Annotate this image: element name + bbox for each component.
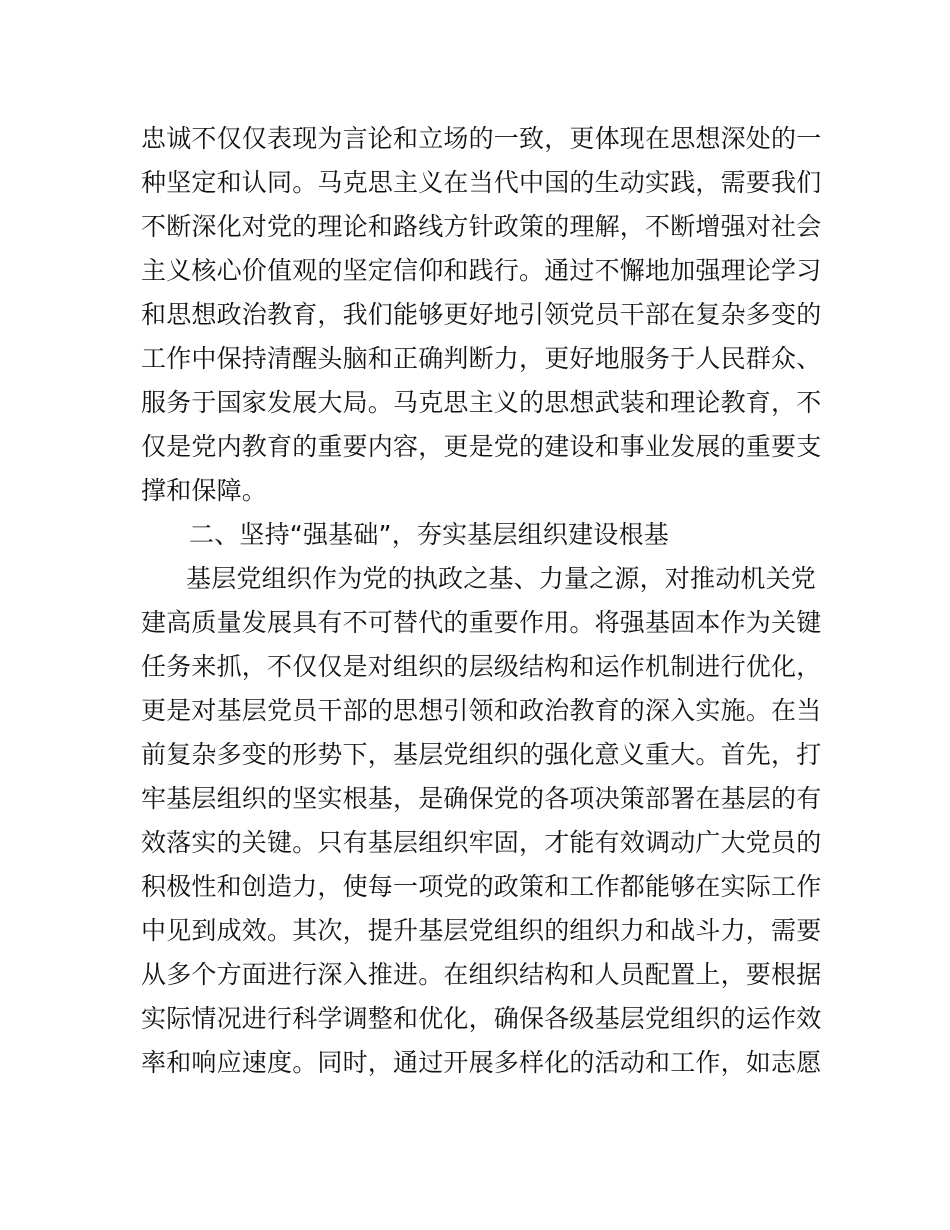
- body-text: [141, 117, 822, 1085]
- paragraph-line: 基层党组织作为党的执政之基、力量之源，对推动机关党: [186, 564, 817, 593]
- paragraph-line: 工作中保持清醒头脑和正确判断力，更好地服务于人民群众、: [141, 344, 822, 373]
- paragraph-line: 不断深化对党的理论和路线方针政策的理解，不断增强对社会: [141, 212, 822, 241]
- paragraph-line: 牢基层组织的坚实根基，是确保党的各项决策部署在基层的有: [141, 784, 822, 813]
- paragraph-line: 忠诚不仅仅表现为言论和立场的一致，更体现在思想深处的一: [141, 124, 822, 153]
- paragraph-line: 撑和保障。: [141, 476, 268, 505]
- paragraph-line: 主义核心价值观的坚定信仰和践行。通过不懈地加强理论学习: [141, 256, 822, 285]
- paragraph-line: 任务来抓，不仅仅是对组织的层级结构和运作机制进行优化，: [141, 652, 822, 681]
- paragraph-line: 实际情况进行科学调整和优化，确保各级基层党组织的运作效: [141, 1004, 822, 1033]
- paragraph-line: 率和响应速度。同时，通过开展多样化的活动和工作，如志愿: [141, 1048, 822, 1077]
- paragraph-line: 和思想政治教育，我们能够更好地引领党员干部在复杂多变的: [141, 300, 822, 329]
- paragraph-line: 从多个方面进行深入推进。在组织结构和人员配置上，要根据: [141, 960, 822, 989]
- paragraph-line: 中见到成效。其次，提升基层党组织的组织力和战斗力，需要: [141, 916, 822, 945]
- paragraph-line: 仅是党内教育的重要内容，更是党的建设和事业发展的重要支: [141, 432, 822, 461]
- paragraph-line: 前复杂多变的形势下，基层党组织的强化意义重大。首先，打: [141, 740, 822, 769]
- paragraph-line: 更是对基层党员干部的思想引领和政治教育的深入实施。在当: [141, 696, 822, 725]
- paragraph-line: 建高质量发展具有不可替代的重要作用。将强基固本作为关键: [141, 608, 822, 637]
- paragraph-line: 积极性和创造力，使每一项党的政策和工作都能够在实际工作: [141, 872, 822, 901]
- paragraph-line: 种坚定和认同。马克思主义在当代中国的生动实践，需要我们: [141, 168, 822, 197]
- paragraph-line: 效落实的关键。只有基层组织牢固，才能有效调动广大党员的: [141, 828, 822, 857]
- section-heading: 二、坚持“强基础”，夯实基层组织建设根基: [189, 520, 669, 549]
- paragraph-line: 服务于国家发展大局。马克思主义的思想武装和理论教育，不: [141, 388, 822, 417]
